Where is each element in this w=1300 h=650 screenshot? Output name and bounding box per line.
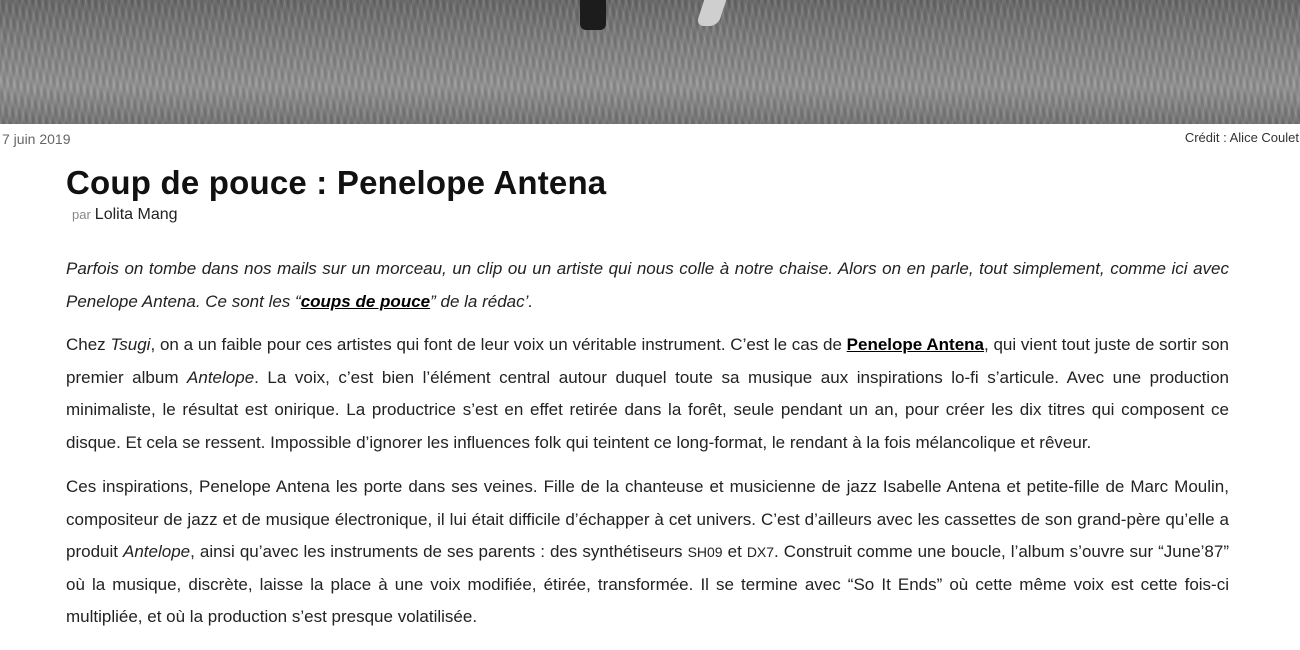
photo-credit: Crédit : Alice Coulet (1184, 130, 1299, 145)
article-title: Coup de pouce : Penelope Antena (66, 164, 607, 201)
article-body (66, 162, 1229, 634)
publish-date: 7 juin 2019 (2, 131, 71, 147)
p2-text-a: Ces inspirations, Penelope Antena les porte dans ses veines. Fille de la chanteuse et musicienne de jazz Isabelle Antena et petite-fille de Marc Moulin, compositeur de jazz et de musique électronique, il lui était difficile d’échapper à cet univers. C’est d’ailleurs avec les cassettes de son grand-père qu’elle a produit (66, 477, 1229, 561)
image-meta-row (0, 130, 1300, 150)
author-name[interactable]: Lolita Mang (94, 206, 178, 223)
intro-text-2: ” de la rédac’. (430, 291, 534, 311)
penelope-antena-link[interactable]: Penelope Antena (846, 335, 984, 354)
p2-text-d: . Construit comme une boucle, l’album s’ouvre sur “June’87” où la musique, discrète, laisse la place à une voix modifiée, étirée, transformée. Il se termine avec “So It Ends” où cette même voix est cette fois-ci multipliée, et où la production s’est presque volatilisée. (66, 542, 1230, 626)
hero-image (0, 0, 1300, 124)
p1-text-d: . La voix, c’est bien l’élément central autour duquel toute sa musique aux inspirations lo-fi s’articule. Avec une production minimaliste, le résultat est onirique. La productrice s’est en effet retirée dans la forêt, seule pendant un an, pour créer les dix titres qui composent ce disque. Et cela se ressent. Impossible d’ignorer les influences folk qui teintent ce long-format, le rendant à la fois mélancolique et rêveur. (66, 367, 1229, 452)
coups-de-pouce-link[interactable]: coups de pouce (300, 291, 431, 311)
p1-tsugi: Tsugi (110, 335, 151, 354)
intro-paragraph (66, 253, 1229, 318)
paragraph-2 (66, 471, 1229, 634)
p2-text-b: , ainsi qu’avec les instruments de ses parents : des synthétiseurs (190, 542, 688, 561)
hero-figure-leg (580, 0, 606, 30)
p1-album: Antelope (187, 367, 255, 387)
p2-text-c: et (722, 542, 747, 561)
p2-album: Antelope (123, 542, 191, 561)
p2-sh09: SH09 (687, 544, 723, 560)
p1-text-c: , qui vient tout juste de sortir son premier album (66, 335, 1229, 387)
paragraph-1 (66, 329, 1229, 459)
p2-dx7: DX7 (746, 544, 775, 560)
p1-text-a: Chez (66, 335, 111, 354)
p1-text-b: , on a un faible pour ces artistes qui font de leur voix un véritable instrument. C’est le cas de (150, 335, 847, 354)
hero-figure-hand (696, 0, 726, 26)
byline-prefix: par (72, 207, 91, 222)
intro-text-1: Parfois on tombe dans nos mails sur un morceau, un clip ou un artiste qui nous colle à notre chaise. Alors on en parle, tout simplement, comme ici avec Penelope Antena. Ce sont les “ (66, 259, 1229, 311)
byline (72, 206, 1229, 224)
